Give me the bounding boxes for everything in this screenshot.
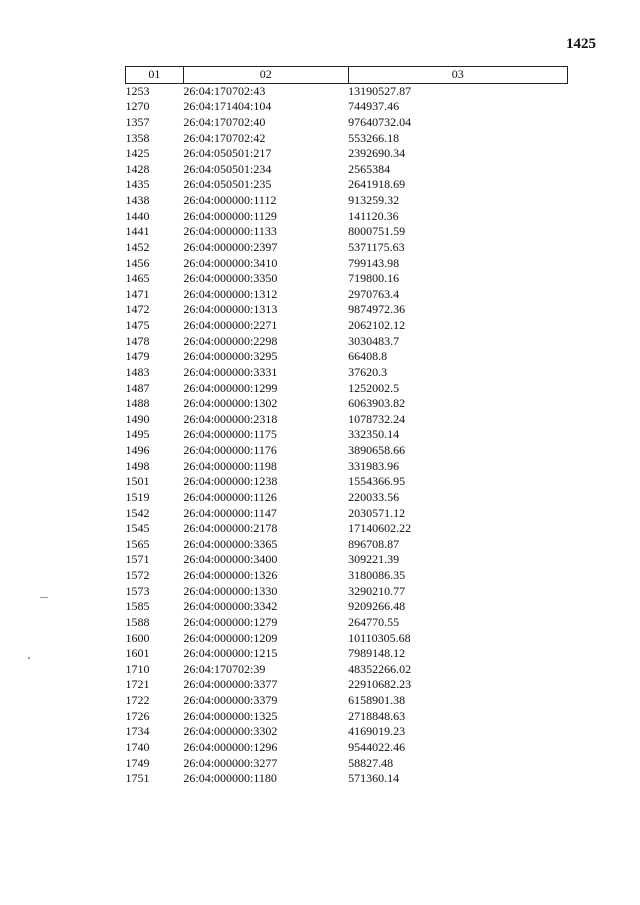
table-row [126,427,568,443]
cell-03: 2392690.34 [348,146,406,161]
cell-03: 896708.87 [348,536,400,551]
table-row [126,709,568,725]
table-row [126,240,568,256]
cell-03: 1252002.5 [348,380,400,395]
cell-02: 26:04:000000:1180 [183,771,277,786]
cell-02: 26:04:000000:1313 [183,302,278,317]
cell-03: 2565384 [348,161,391,176]
cell-02: 26:04:170702:43 [183,83,266,98]
cell-01: 1358 [125,130,150,145]
cell-02: 26:04:000000:1302 [183,396,278,411]
cell-02: 26:04:000000:1129 [183,208,277,223]
table-row [126,584,568,600]
cell-01: 1751 [125,771,150,786]
table-row [126,162,568,178]
cell-01: 1475 [125,318,150,332]
cell-02: 26:04:050501:217 [183,146,272,161]
cell-01: 1490 [125,411,150,426]
cell-02: 26:04:000000:1312 [183,286,278,301]
cell-02: 26:04:000000:1209 [183,630,278,645]
cell-02: 26:04:000000:1325 [183,708,278,723]
cell-01: 1542 [125,505,150,520]
cell-01: 1498 [125,458,150,473]
table-row [126,677,568,693]
cell-01: 1545 [125,521,150,536]
cell-03: 48352266.02 [348,661,412,676]
cell-02: 26:04:000000:2318 [183,411,278,426]
table-row [126,131,568,147]
cell-02: 26:04:000000:3295 [183,349,278,364]
cell-01: 1465 [125,271,150,286]
cell-01: 1600 [125,630,150,645]
cell-03: 97640732.04 [348,114,412,129]
cell-01: 1572 [125,568,150,582]
cell-02: 26:04:170702:40 [183,114,266,129]
cell-02: 26:04:000000:2271 [183,318,278,332]
cell-01: 1438 [125,193,150,207]
cell-01: 1722 [125,693,150,707]
cell-03: 913259.32 [348,193,400,207]
cell-03: 66408.8 [348,349,388,364]
cell-03: 2062102.12 [348,318,406,332]
cell-02: 26:04:000000:1126 [183,489,277,504]
table-row [126,349,568,365]
cell-01: 1479 [125,349,150,364]
table-row [126,209,568,225]
cell-03: 264770.55 [348,614,400,629]
cell-01: 1519 [125,489,150,504]
cell-02: 26:04:000000:3350 [183,271,278,286]
cell-03: 2030571.12 [348,505,406,520]
cell-03: 3030483.7 [348,333,400,348]
cell-02: 26:04:000000:1215 [183,646,278,661]
cell-01: 1471 [125,286,150,301]
cell-01: 1441 [125,224,150,239]
cell-03: 2718848.63 [348,708,406,723]
cell-02: 26:04:170702:39 [183,661,266,676]
cell-01: 1495 [125,427,150,442]
table-row [126,287,568,303]
cell-01: 1721 [125,677,150,692]
table-row [126,615,568,631]
cell-02: 26:04:000000:3331 [183,364,278,379]
table-row [126,490,568,506]
cell-03: 6158901.38 [348,693,406,707]
cell-03: 10110305.68 [348,630,411,645]
header-row [126,67,568,84]
cell-02: 26:04:000000:1147 [183,505,277,520]
page-number: 1425 [566,36,596,52]
cell-02: 26:04:000000:3410 [183,255,278,270]
table-row [126,396,568,412]
cell-02: 26:04:000000:1133 [183,224,277,239]
table-row [126,99,568,115]
cell-01: 1565 [125,536,150,551]
cell-02: 26:04:000000:3377 [183,677,278,692]
table-row [126,537,568,553]
cell-01: 1483 [125,364,150,379]
cell-03: 799143.98 [348,255,400,270]
table-row [126,334,568,350]
cell-02: 26:04:171404:104 [183,99,272,114]
cell-02: 26:04:000000:1175 [183,427,277,442]
table-row [126,443,568,459]
cell-01: 1253 [125,83,150,98]
table-row [126,756,568,772]
cell-03: 22910682.23 [348,677,412,692]
cell-03: 5371175.63 [348,239,405,254]
cell-02: 26:04:000000:1176 [183,443,277,457]
cell-03: 9874972.36 [348,302,406,317]
table-row [126,271,568,287]
table-row [126,224,568,240]
table-row [126,193,568,209]
cell-02: 26:04:000000:1198 [183,458,277,473]
cell-03: 58827.48 [348,755,394,770]
cell-02: 26:04:000000:1296 [183,739,278,754]
cell-02: 26:04:000000:1326 [183,568,278,582]
cell-01: 1428 [125,161,150,176]
cell-03: 719800.16 [348,271,400,286]
cell-03: 7989148.12 [348,646,406,661]
cell-03: 1554366.95 [348,474,406,489]
cell-02: 26:04:000000:3400 [183,552,278,567]
cell-03: 332350.14 [348,427,400,442]
cell-02: 26:04:000000:3302 [183,724,278,739]
cell-03: 8000751.59 [348,224,406,239]
cell-01: 1456 [125,255,150,270]
cell-02: 26:04:000000:2178 [183,521,278,536]
cell-01: 1501 [125,474,150,489]
table-row [126,693,568,709]
table-row [126,318,568,334]
table-row [126,459,568,475]
cell-01: 1472 [125,302,150,317]
column-header-01: 01 [126,67,184,84]
cell-03: 6063903.82 [348,396,406,411]
cell-03: 1078732.24 [348,411,406,426]
table-row [126,646,568,662]
cell-03: 3290210.77 [348,583,406,598]
cell-03: 2970763.4 [348,286,400,301]
cell-02: 26:04:000000:1112 [183,193,277,207]
table-row [126,771,568,787]
cell-03: 331983.96 [348,458,400,473]
cell-01: 1487 [125,380,150,395]
cell-03: 3180086.35 [348,568,406,582]
cell-01: 1710 [125,661,150,676]
cell-02: 26:04:000000:2397 [183,239,278,254]
cell-02: 26:04:050501:235 [183,177,272,192]
cell-01: 1488 [125,396,150,411]
table-row [126,302,568,318]
table-row [126,83,568,99]
cell-02: 26:04:050501:234 [183,161,272,176]
data-table [125,66,568,787]
cell-03: 17140602.22 [348,521,412,536]
table-row [126,474,568,490]
cell-03: 4169019.23 [348,724,406,739]
cell-03: 553266.18 [348,130,400,145]
table-row [126,740,568,756]
cell-03: 220033.56 [348,489,400,504]
cell-03: 571360.14 [348,771,400,786]
cell-01: 1357 [125,114,150,129]
table-row [126,552,568,568]
table-row [126,599,568,615]
table-row [126,724,568,740]
cell-02: 26:04:000000:1330 [183,583,278,598]
cell-01: 1726 [125,708,150,723]
cell-01: 1478 [125,333,150,348]
cell-01: 1749 [125,755,150,770]
cell-03: 309221.39 [348,552,400,567]
cell-01: 1588 [125,614,150,629]
table-row [126,506,568,522]
column-header-02: 02 [183,67,348,84]
cell-01: 1734 [125,724,150,739]
cell-02: 26:04:000000:3365 [183,536,278,551]
cell-03: 13190527.87 [348,83,412,98]
cell-01: 1573 [125,583,150,598]
cell-01: 1452 [125,239,150,254]
cell-01: 1425 [125,146,150,161]
scan-mark [40,597,48,598]
cell-02: 26:04:000000:1279 [183,614,278,629]
table-body [126,83,568,787]
cell-01: 1435 [125,177,150,192]
table-row [126,146,568,162]
cell-01: 1601 [125,646,150,661]
table-row [126,256,568,272]
cell-03: 744937.46 [348,99,400,114]
table-row [126,412,568,428]
cell-02: 26:04:000000:3277 [183,755,278,770]
cell-01: 1740 [125,739,150,754]
cell-01: 1440 [125,208,150,223]
cell-03: 9544022.46 [348,739,406,754]
cell-01: 1496 [125,443,150,457]
scan-mark [28,657,30,659]
cell-01: 1571 [125,552,150,567]
cell-02: 26:04:000000:3342 [183,599,278,614]
table-row [126,177,568,193]
cell-01: 1270 [125,99,150,114]
table-row [126,365,568,381]
table-row [126,381,568,397]
cell-02: 26:04:000000:3379 [183,693,278,707]
cell-02: 26:04:000000:2298 [183,333,278,348]
cell-02: 26:04:000000:1238 [183,474,278,489]
cell-03: 2641918.69 [348,177,406,192]
table-row [126,662,568,678]
cell-01: 1585 [125,599,150,614]
cell-03: 9209266.48 [348,599,406,614]
cell-02: 26:04:170702:42 [183,130,266,145]
cell-03: 37620.3 [348,364,388,379]
table-row [126,521,568,537]
cell-03: 141120.36 [348,208,399,223]
column-header-03: 03 [348,67,567,84]
table-row [126,115,568,131]
table-row [126,631,568,647]
cell-02: 26:04:000000:1299 [183,380,278,395]
table-row [126,568,568,584]
cell-03: 3890658.66 [348,443,406,457]
